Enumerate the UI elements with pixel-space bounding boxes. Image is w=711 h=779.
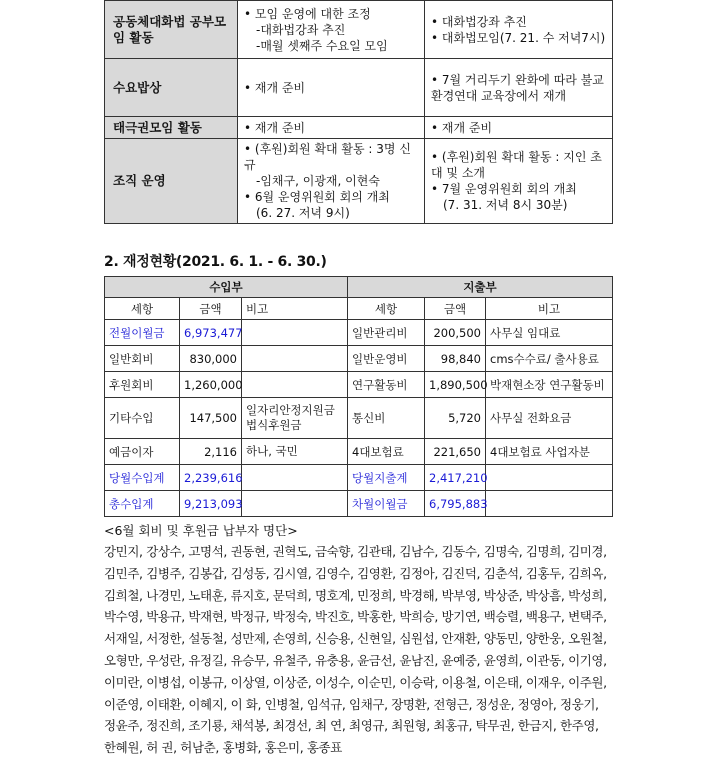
expense-item: 4대보험료 [348, 439, 425, 465]
donor-name: 이순민 [357, 674, 393, 690]
donor-name: 성만제 [230, 631, 266, 647]
expense-col-note: 비고 [486, 298, 613, 320]
donor-name: 박상흠 [525, 587, 561, 603]
donor-name: 김남수 [399, 544, 435, 559]
donor-name: 최홍규 [433, 718, 469, 734]
donors-title: <6월 회비 및 후원금 납부자 명단> [104, 523, 298, 538]
activity-result-line: • 대화법모임(7. 21. 수 저녁7시) [431, 30, 606, 45]
income-note [242, 320, 348, 346]
donor-name: 우성란 [146, 652, 182, 668]
activity-name: 조직 운영 [105, 139, 238, 224]
donor-name: 김병주 [146, 565, 182, 581]
donor-name: 홍병화 [222, 740, 258, 756]
donor-name: 김민주 [104, 565, 140, 581]
donor-name: 윤영희 [483, 652, 519, 668]
donor-name: 신현일 [357, 631, 393, 647]
donor-name: 이태환 [146, 696, 182, 712]
income-amount: 830,000 [180, 346, 242, 372]
expense-amount: 1,890,500 [425, 372, 486, 398]
income-col-amount: 금액 [180, 298, 242, 320]
expense-amount: 5,720 [425, 398, 486, 439]
activity-plan-line: (6. 27. 저녁 9시) [256, 206, 350, 220]
activity-plan-line: -임채구, 이광재, 이현숙 [256, 174, 380, 188]
donor-list: 강민지, 강상수, 고명석, 권동현, 권혁도, 금숙향, 김관태, 김남수, 김동수, 김명숙, 김명희, 김미경, 김민주, 김병주, 김봉갑, 김성동, 김시열, 김영수, 김영환, 김정아, 김진덕, 김춘석, 김홍두, 김희옥, 김희철, 나경민, 노태훈, 류지호, 문덕희, 명호계, 민정희, 박경해, 박부영, 박상준, 박상흠, 박성희, 박수영, 박용규, 박재현, 박정규, 박정숙, 박진호, 박홍한, 박희승, 방기연, 백승렬, 백용구, 변택주, 서재일, 서정한, 설동철, 성만제, 손영희, 신승용, 신현일, 심원섭, 안재환, 양동민, 양한웅, 오원철, 오형만, 우성란, 유정길, 유승무, 유철주, 유충용, 윤금선, 윤남진, 윤예중, 윤영희, 이관동, 이기영, 이미란, 이병섭, 이봉규, 이상열, 이상준, 이성수, 이순민, 이승락, 이용철, 이은태, 이재우, 이주원, 이준영, 이태환, 이혜지, 이 화, 인병철, 임석규, 임채구, 장명환, 전형근, 정성운, 정영아, 정웅기, 정윤주, 정진희, 조기룡, 채석봉, 최경선, 최 연, 최영규, 최원형, 최홍규, 탁무권, 한금지, 한주영, 한혜원, 허 권, 허남춘, 홍병화, 홍은미, 홍종표 [104, 544, 607, 756]
donor-name: 오형만 [104, 652, 140, 668]
activity-plan-line: -대화법강좌 추진 [256, 22, 346, 37]
donor-name: 이혜지 [188, 696, 224, 712]
activity-result-line: • 재개 준비 [431, 120, 493, 135]
activity-row [105, 139, 613, 224]
activity-row [105, 117, 613, 139]
donor-name: 이 화 [230, 696, 258, 712]
expense-note [486, 491, 613, 517]
income-amount: 147,500 [180, 398, 242, 439]
donor-name: 김영환 [357, 565, 393, 581]
donor-name: 이성수 [314, 674, 350, 690]
donor-name: 박재현 [188, 609, 224, 625]
donor-name: 김희옥 [568, 565, 604, 581]
donor-name: 최영규 [349, 718, 385, 734]
donor-name: 정영아 [517, 696, 553, 712]
expense-note: 박재현소장 연구활동비 [486, 372, 613, 398]
activity-plan-line: -매월 셋째주 수요일 모임 [256, 38, 388, 53]
income-note [242, 465, 348, 491]
income-item: 후원회비 [105, 372, 180, 398]
donor-name: 방기연 [441, 609, 477, 625]
donor-name: 최원형 [391, 718, 427, 734]
donor-name: 서정한 [146, 631, 182, 647]
expense-col-amount: 금액 [425, 298, 486, 320]
donor-name: 박진호 [314, 609, 350, 625]
activity-plan-line: • 모임 운영에 대한 조정 [244, 6, 371, 21]
donor-name: 윤금선 [357, 652, 393, 668]
finance-row [105, 439, 613, 465]
expense-note: 사무실 임대료 [486, 320, 613, 346]
donor-name: 고명석 [188, 544, 224, 559]
income-note: 일자리안정지원금 법식후원금 [242, 398, 348, 439]
income-header: 수입부 [105, 277, 348, 298]
activity-plan-cell [238, 59, 425, 117]
finance-row [105, 398, 613, 439]
income-item: 예금이자 [105, 439, 180, 465]
donor-name: 오원철 [568, 631, 604, 647]
donor-name: 최 연 [314, 718, 342, 734]
donor-name: 김홍두 [525, 565, 561, 581]
donor-name: 인병철 [264, 696, 300, 712]
expense-item: 일반관리비 [348, 320, 425, 346]
donor-name: 김관태 [357, 544, 393, 559]
donor-name: 김정아 [399, 565, 435, 581]
donor-name: 이재우 [525, 674, 561, 690]
donor-name: 최경선 [272, 718, 308, 734]
donor-name: 이상준 [272, 674, 308, 690]
activity-table [104, 0, 613, 224]
donor-name: 정성운 [475, 696, 511, 712]
donor-name: 김성동 [230, 565, 266, 581]
finance-section-title: 2. 재정현황(2021. 6. 1. - 6. 30.) [104, 254, 327, 270]
donor-name: 나경민 [146, 587, 182, 603]
donor-name: 김영수 [314, 565, 350, 581]
donor-name: 임석규 [306, 696, 342, 712]
donor-name: 백용구 [525, 609, 561, 625]
income-item: 당월수입계 [105, 465, 180, 491]
expense-amount: 98,840 [425, 346, 486, 372]
donor-name: 홍은미 [264, 740, 300, 756]
income-item: 기타수입 [105, 398, 180, 439]
expense-note: 4대보험료 사업자분 [486, 439, 613, 465]
donor-name: 유충용 [314, 652, 350, 668]
donor-name: 노태훈 [188, 587, 224, 603]
donor-name: 정웅기 [559, 696, 595, 712]
donor-name: 임채구 [349, 696, 385, 712]
activity-row [105, 59, 613, 117]
finance-column-row [105, 298, 613, 320]
expense-item: 연구활동비 [348, 372, 425, 398]
donor-name: 이기영 [568, 652, 604, 668]
expense-note [486, 465, 613, 491]
expense-header: 지출부 [348, 277, 613, 298]
donor-name: 양동민 [483, 631, 519, 647]
donor-name: 박정규 [230, 609, 266, 625]
donor-name: 이용철 [441, 674, 477, 690]
donor-name: 강민지 [104, 544, 140, 559]
donor-name: 홍종표 [306, 740, 342, 756]
donor-name: 김미경 [568, 544, 604, 559]
activity-row [105, 1, 613, 59]
income-note [242, 372, 348, 398]
activity-result-line: • (후원)회원 확대 활동 : 지인 초대 및 소개 [431, 150, 602, 180]
activity-name: 수요밥상 [105, 59, 238, 117]
donor-name: 손영희 [272, 631, 308, 647]
donor-name: 이준영 [104, 696, 140, 712]
income-note: 하나, 국민 [242, 439, 348, 465]
activity-plan-cell [238, 139, 425, 224]
expense-amount: 6,795,883 [425, 491, 486, 517]
donor-name: 박희승 [399, 609, 435, 625]
donor-name: 김명희 [525, 544, 561, 559]
income-col-note: 비고 [242, 298, 348, 320]
income-amount: 9,213,093 [180, 491, 242, 517]
donor-name: 윤예중 [441, 652, 477, 668]
donor-name: 박부영 [441, 587, 477, 603]
income-amount: 6,973,477 [180, 320, 242, 346]
expense-amount: 2,417,210 [425, 465, 486, 491]
income-item: 총수입계 [105, 491, 180, 517]
donor-name: 안재환 [441, 631, 477, 647]
activity-result-cell [425, 1, 613, 59]
finance-row [105, 491, 613, 517]
donor-name: 문덕희 [272, 587, 308, 603]
finance-row [105, 346, 613, 372]
activity-plan-line: • (후원)회원 확대 활동 : 3명 신규 [244, 142, 411, 172]
donor-name: 박용규 [146, 609, 182, 625]
donor-name: 김진덕 [441, 565, 477, 581]
expense-note: cms수수료/ 출사용료 [486, 346, 613, 372]
expense-amount: 221,650 [425, 439, 486, 465]
donor-name: 장명환 [391, 696, 427, 712]
donor-name: 박경해 [399, 587, 435, 603]
donor-name: 정윤주 [104, 718, 140, 734]
donor-name: 윤남진 [399, 652, 435, 668]
income-col-item: 세항 [105, 298, 180, 320]
donor-name: 변택주 [568, 609, 604, 625]
finance-row [105, 320, 613, 346]
donor-name: 이승락 [399, 674, 435, 690]
activity-result-line: • 7월 거리두기 완화에 따라 불교환경연대 교육장에서 재개 [431, 72, 604, 103]
donor-name: 류지호 [230, 587, 266, 603]
donor-name: 권동현 [230, 544, 266, 559]
donor-name: 이미란 [104, 674, 140, 690]
donor-name: 이봉규 [188, 674, 224, 690]
finance-row [105, 372, 613, 398]
donor-name: 박성희 [568, 587, 604, 603]
donor-name: 백승렬 [483, 609, 519, 625]
income-note [242, 346, 348, 372]
donor-name: 박홍한 [357, 609, 393, 625]
donor-name: 김희철 [104, 587, 140, 603]
donor-name: 이병섭 [146, 674, 182, 690]
expense-item: 통신비 [348, 398, 425, 439]
donor-name: 이주원 [568, 674, 604, 690]
activity-plan-cell [238, 117, 425, 139]
donor-name: 김명숙 [483, 544, 519, 559]
donor-name: 명호계 [314, 587, 350, 603]
donor-name: 한혜원 [104, 740, 140, 756]
activity-result-line: • 7월 운영위원회 회의 개최 [431, 182, 577, 196]
income-item: 일반회비 [105, 346, 180, 372]
donor-name: 박상준 [483, 587, 519, 603]
activity-plan-line: • 6월 운영위원회 회의 개최 [244, 190, 390, 204]
donor-name: 허남춘 [180, 740, 216, 756]
donor-name: 김시열 [272, 565, 308, 581]
donor-name: 채석봉 [230, 718, 266, 734]
donor-name: 조기룡 [188, 718, 224, 734]
donor-name: 박수영 [104, 609, 140, 625]
donor-name: 한금지 [517, 718, 553, 734]
finance-header-row [105, 277, 613, 298]
expense-note: 사무실 전화요금 [486, 398, 613, 439]
donor-name: 김춘석 [483, 565, 519, 581]
donor-name: 민정희 [357, 587, 393, 603]
donor-name: 정진희 [146, 718, 182, 734]
expense-item: 일반운영비 [348, 346, 425, 372]
donor-name: 허 권 [146, 740, 174, 756]
finance-row [105, 465, 613, 491]
donor-name: 유정길 [188, 652, 224, 668]
income-note [242, 491, 348, 517]
activity-plan-line: • 재개 준비 [244, 80, 306, 95]
activity-name: 태극권모임 활동 [105, 117, 238, 139]
activity-plan-line: • 재개 준비 [244, 120, 306, 135]
donor-name: 신승용 [314, 631, 350, 647]
activity-result-cell [425, 117, 613, 139]
expense-item: 당월지출계 [348, 465, 425, 491]
donor-name: 심원섭 [399, 631, 435, 647]
income-amount: 1,260,000 [180, 372, 242, 398]
donor-name: 탁무권 [475, 718, 511, 734]
income-amount: 2,116 [180, 439, 242, 465]
activity-result-line: • 대화법강좌 추진 [431, 14, 527, 29]
income-item: 전월이월금 [105, 320, 180, 346]
activity-result-cell [425, 59, 613, 117]
donor-name: 권혁도 [272, 544, 308, 559]
expense-col-item: 세항 [348, 298, 425, 320]
donor-name: 박정숙 [272, 609, 308, 625]
activity-result-cell [425, 139, 613, 224]
income-amount: 2,239,616 [180, 465, 242, 491]
activity-result-line: (7. 31. 저녁 8시 30분) [443, 198, 568, 212]
expense-item: 차월이월금 [348, 491, 425, 517]
activity-plan-cell [238, 1, 425, 59]
activity-name: 공동체대화법 공부모임 활동 [105, 1, 238, 59]
donor-name: 이은태 [483, 674, 519, 690]
donor-name: 이상열 [230, 674, 266, 690]
donor-name: 한주영 [559, 718, 595, 734]
donor-name: 유철주 [272, 652, 308, 668]
donor-name: 설동철 [188, 631, 224, 647]
donor-name: 전형근 [433, 696, 469, 712]
donor-name: 강상수 [146, 544, 182, 559]
donor-name: 서재일 [104, 631, 140, 647]
donor-name: 유승무 [230, 652, 266, 668]
donor-name: 김동수 [441, 544, 477, 559]
donor-name: 김봉갑 [188, 565, 224, 581]
donor-name: 양한웅 [525, 631, 561, 647]
donor-name: 이관동 [525, 652, 561, 668]
donor-name: 금숙향 [314, 544, 350, 559]
expense-amount: 200,500 [425, 320, 486, 346]
finance-table [104, 276, 613, 517]
